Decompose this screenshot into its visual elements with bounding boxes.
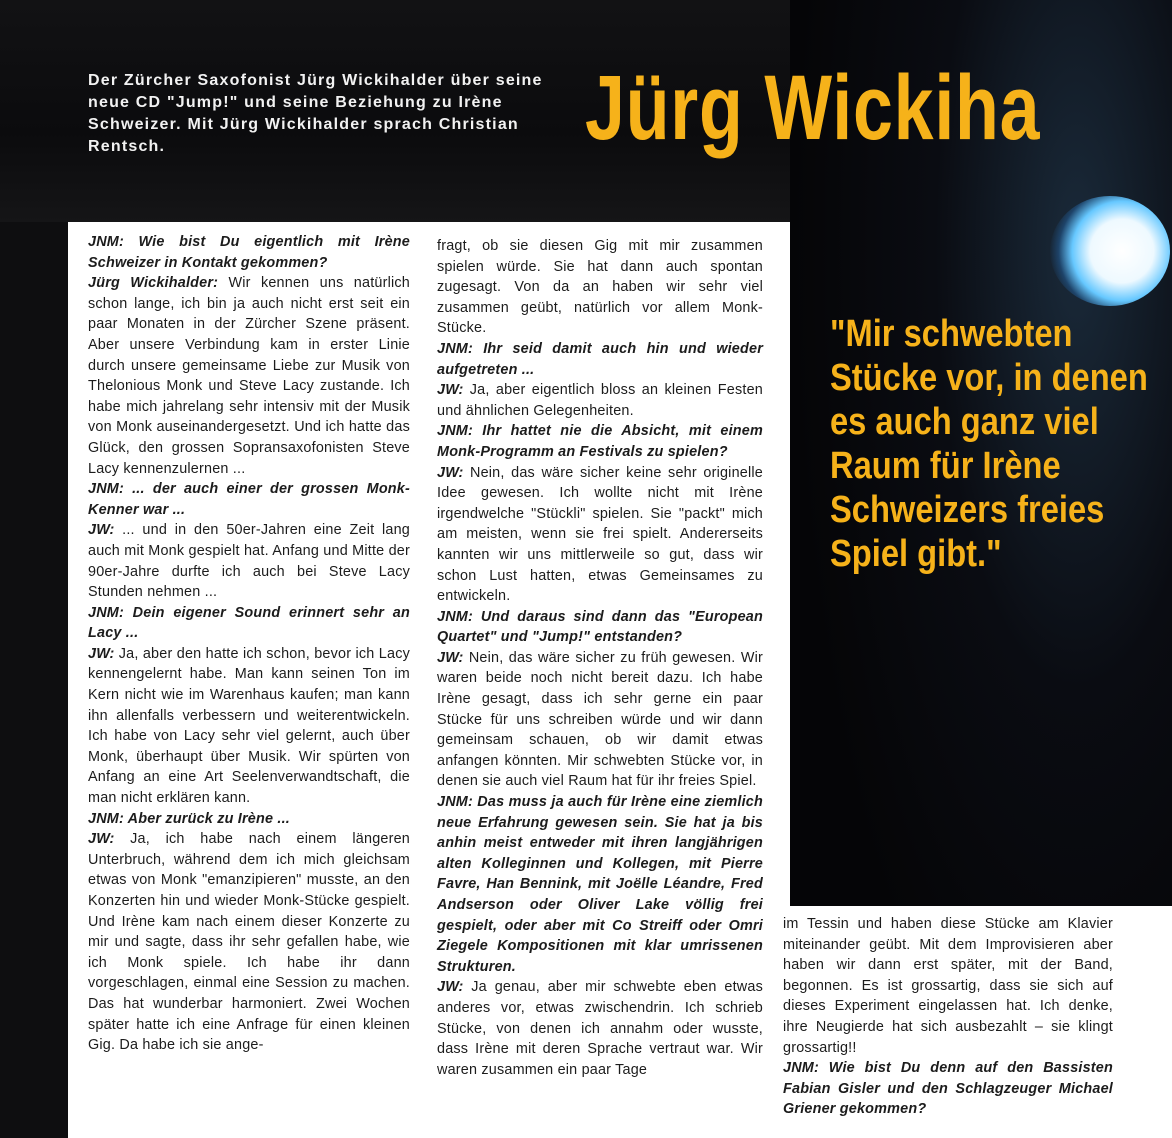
interview-question: JNM: Dein eigener Sound erinnert sehr an Lacy ... [88,604,410,642]
interview-question: JNM: ... der auch einer der grossen Monk-Kenner war ... [88,481,410,518]
interview-answer [88,520,410,602]
speaker-label: JW: [437,979,464,996]
interview-question: JNM: Und daraus sind dann das "European Quartet" und "Jump!" entstanden? [437,608,763,646]
interview-answer [437,648,763,792]
stage-light [1050,196,1170,306]
speaker-label: JW: [88,645,115,662]
answer-text: Ja genau, aber mir schwebte eben etwas anderes vor, etwas zwischendrin. Ich schrieb Stücke, von denen ich annahm oder wusste, dass Irène mit deren Sprache vertraut war. Wir waren zusammen ein paar Tage [437,979,763,1078]
answer-text: Ja, aber eigentlich bloss an kleinen Festen und ähnlichen Gelegenheiten. [437,382,763,419]
column-3 [783,914,1113,1120]
interview-question: JNM: Wie bist Du eigentlich mit Irène Schweizer in Kontakt gekommen? [88,234,410,271]
speaker-label: JW: [88,831,115,848]
pull-quote-line: es auch ganz viel [830,401,1099,443]
pull-quote-line: Stücke vor, in denen [830,357,1148,399]
pull-quote [830,312,1148,576]
pull-quote-line: Schweizers freies [830,489,1105,531]
interview-question: JNM: Ihr hattet nie die Absicht, mit einem Monk-Programm an Festivals zu spielen? [437,423,763,460]
pull-quote-line: Raum für Irène [830,445,1061,487]
answer-text: Nein, das wäre sicher keine sehr originelle Idee gewesen. Ich wollte nicht mit Irène irgendwelche "Stückli" spielen. Sie "packt" mich am meisten, wenn sie frei spielt. Andererseits kannten wir uns mittlerweile so gut, dass wir schon Lust hatten, etwas Gemeinsames zu entwickeln. [437,464,763,605]
answer-text: Ja, aber den hatte ich schon, bevor ich Lacy kennengelernt habe. Man kann seinen Ton im Kern nicht wie im Warenhaus kaufen; man kann ihn allenfalls verbessern und weiterentwickeln. Ich habe von Lacy sehr viel gelernt, auch über Monk, überhaupt über Musik. Wir spürten von Anfang an eine Art Seelenverwandtschaft, die man nicht erklären kann. [88,645,410,807]
interview-answer [783,914,1113,1058]
interview-answer [437,977,763,1080]
interview-question: JNM: Ihr seid damit auch hin und wieder aufgetreten ... [437,340,763,378]
column-2 [437,236,763,1080]
answer-text: Nein, das wäre sicher zu früh gewesen. Wir waren beide noch nicht bereit dazu. Ich habe Irène gesagt, dass ich sehr gerne ein paar Stücke für uns schreiben würde und wir dann gemeinsam schauen, ob wir damit etwas anfangen könnten. Mir schwebten Stücke vor, in denen sie auch viel Raum hat für ihr freies Spiel. [437,649,763,790]
speaker-label: JW: [437,464,464,481]
speaker-label: Jürg Wickihalder: [88,275,219,292]
answer-text: fragt, ob sie diesen Gig mit mir zusammen spielen würde. Sie hat dann auch spontan zugesagt. Von da an haben wir sehr viel zusammen geübt, natürlich vor allem Monk-Stücke. [437,238,763,337]
interview-answer [88,273,410,479]
interview-answer [437,380,763,421]
article-title: Jürg Wickiha [585,57,1041,159]
interview-question: JNM: Wie bist Du denn auf den Bassisten Fabian Gisler und den Schlagzeuger Michael Griener gekommen? [783,1060,1113,1118]
interview-question: JNM: Aber zurück zu Irène ... [88,810,290,827]
interview-answer [88,829,410,1056]
interview-answer [88,644,410,809]
answer-text: Ja, ich habe nach einem längeren Unterbruch, während dem ich mich gleichsam etwas von Monk "emanzipieren" musste, an den Konzerten hin und wieder Monk-Stücke gespielt. Und Irène kam nach einem dieser Konzerte zu mir und sagte, dass ihr sehr gefallen habe, wie ich Monk spiele. Ich habe ihr dann vorgeschlagen, einmal eine Session zu machen. Das hat wunderbar harmoniert. Zwei Wochen später hatte ich eine Anfrage für einen kleinen Gig. Da habe ich sie ange- [88,831,410,1054]
speaker-label: JW: [437,382,464,399]
interview-answer [437,463,763,607]
interview-question: JNM: Das muss ja auch für Irène eine ziemlich neue Erfahrung gewesen sein. Sie hat ja bis anhin meist entweder mit ihren langjährigen alten Kolleginnen und Kollegen, mit Pierre Favre, Han Bennink, mit Joëlle Léandre, Fred Andserson oder Oliver Lake völlig frei gespielt, oder aber mit Co Streiff oder Omri Ziegele Kompositionen mit klar umrissenen Strukturen. [437,794,763,975]
speaker-label: JW: [88,522,115,539]
pull-quote-line: "Mir schwebten [830,313,1073,355]
answer-text: im Tessin und haben diese Stücke am Klavier miteinander geübt. Mit dem Improvisieren aber haben wir dann erst später, mit der Band, begonnen. Es ist grossartig, dass sie sich auf dieses Experiment eingelassen hat. Ich denke, ihre Neugierde hat sich ausbezahlt – sie klingt grossartig!! [783,916,1113,1056]
answer-text: Wir kennen uns natürlich schon lange, ich bin ja auch nicht erst seit ein paar Monaten in der Zürcher Szene präsent. Aber unsere Verbindung kam in erster Linie durch unsere gemeinsame Liebe zur Musik von Thelonious Monk und Steve Lacy zustande. Ich habe mich jahrelang sehr intensiv mit der Musik von Monk auseinandergesetzt. Und ich hatte das Glück, den grossen Sopransaxofonisten Steve Lacy kennenzulernen ... [88,275,410,477]
intro-text: Der Zürcher Saxofonist Jürg Wickihalder über seine neue CD "Jump!" und seine Beziehung zu Irène Schweizer. Mit Jürg Wickihalder sprach Christian Rentsch. [88,72,543,155]
pull-quote-line: Spiel gibt." [830,533,1002,575]
interview-answer [437,236,763,339]
column-1 [88,232,410,1056]
answer-text: ... und in den 50er-Jahren eine Zeit lang auch mit Monk gespielt hat. Anfang und Mitte der 90er-Jahre durfte ich auch bei Steve Lacy Stunden nehmen ... [88,522,410,601]
speaker-label: JW: [437,649,464,666]
